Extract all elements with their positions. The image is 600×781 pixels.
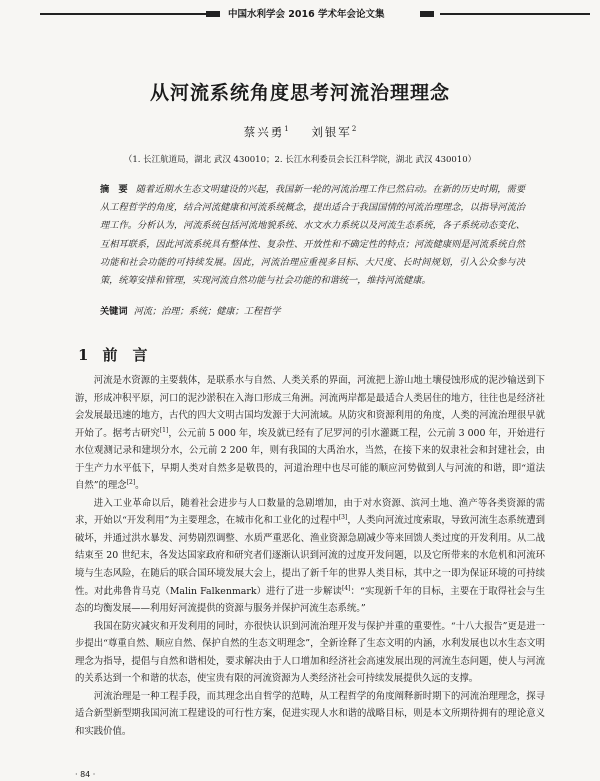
header-rule-left <box>40 13 220 15</box>
header-block-right <box>420 11 434 17</box>
paragraph <box>75 372 545 495</box>
author-affil-mark: 1 <box>284 125 289 134</box>
paper-title: 从河流系统角度思考河流治理理念 <box>149 82 450 104</box>
paragraph-text: ，公元前 5 000 年，埃及就已经有了尼罗河的引水灌溉工程，公元前 3 000 年，开始进行水位观测记录和建坝分水，公元前 2 200 年，则有我国的大禹治水，当然，在接下来的奴隶社会和封建社会，由于生产力水平低下，早期人类对自然多是敬畏的，河道治理中也尽可能的顺应河势做到人与河流的和谐，即“道法自然”的理念 <box>75 427 545 492</box>
paragraph-text: 我国在防灾减灾和开发利用的同时，亦很快认识到河流治理开发与保护并重的重要性。“十八大报告”更是进一步提出“尊重自然、顺应自然、保护自然的生态文明理念”，全新诠释了生态文明的内涵，水利发展也以水生态文明理念为指导，提倡与自然和谐相处，要求解决由于人口增加和经济社会高速发展出现的河流生态问题，使人与河流的关系达到一个和谐的状态，使宝贵有限的河流资源为人类经济社会可持续发展提供久远的支撑。 <box>75 620 545 685</box>
citation: [3] <box>338 514 348 522</box>
paragraph-text: ，人类向河流过度索取，导致河流生态系统遭到破坏，并通过洪水暴发、河势剧烈调整、水质严重恶化、渔业资源急剧减少等来回馈人类过度的开发利用。从二战结束至 20 世纪末，各发达国家政府和研究者们逐渐认识到河流的过度开发问题，以及它所带来的水危机和河流环境与生态风险，在随后的联合国环境发展大会上，提出了新千年的世界人类目标，其中之一即为保证环境的可持续性。对此弗鲁肯马克（Malin Falkenmark）进行了进一步解读 <box>75 515 545 597</box>
section-number: 1 <box>78 346 89 364</box>
paragraph-text: 河流治理是一种工程手段，而其理念出自哲学的范畴，从工程哲学的角度阐释新时期下的河流治理理念，探寻适合新型新型期我国河流工程建设的可行性方案，促进实现人水和谐的战略目标，则是本文所期待拥有的理论意义和实践价值。 <box>75 690 545 737</box>
paragraph-text: ：“实现新千年的目标，主要在于取得社会与生态的均衡发展——利用好河流提供的资源与服务并保护河流生态系统。” <box>75 585 545 615</box>
paragraph <box>75 688 545 741</box>
citation: [4] <box>341 584 351 592</box>
paragraph <box>75 495 545 618</box>
citation: [2] <box>126 479 136 487</box>
affiliations: （1. 长江航道局，湖北 武汉 430010；2. 长江水利委员会长江科学院，湖北 武汉 430010） <box>123 155 477 165</box>
running-header <box>0 6 600 20</box>
running-header-text: 中国水利学会 2016 学术年会论文集 <box>228 9 385 20</box>
citation: [1] <box>159 426 169 434</box>
author-name: 刘银军 <box>311 125 352 139</box>
abstract-label: 摘 要 <box>100 184 128 195</box>
body-text <box>75 372 545 740</box>
page-number: · 84 · <box>75 770 96 779</box>
section-title: 前 言 <box>102 346 148 364</box>
author-name: 蔡兴勇 <box>243 125 285 139</box>
paragraph-text: 。 <box>135 480 145 492</box>
paragraph-text: 进入工业革命以后，随着社会进步与人口数量的急剧增加，由于对水资源、滨河土地、渔产等各类资源的需求，开始以“开发利用”为主要理念，在城市化和工业化的过程中 <box>75 497 545 527</box>
author-list <box>0 124 600 140</box>
header-block-left <box>206 11 220 17</box>
section-heading <box>78 344 147 365</box>
keywords <box>100 305 525 319</box>
paragraph <box>75 618 545 688</box>
abstract <box>100 181 525 290</box>
abstract-text: 随着近期水生态文明建设的兴起，我国新一轮的河流治理工作已然启动。在新的历史时期，需要从工程哲学的角度，结合河流健康和河流系统概念，提出适合于我国国情的河流治理理念，以指导河流治理工作。分析认为，河流系统包括河流地貌系统、水文水力系统以及河流生态系统，各子系统动态变化、互相耳联系，因此河流系统具有整体性、复杂性、开放性和不确定性的特点；河流健康则是河流系统自然功能和社会功能的可持续发展。因此，河流治理应重视多目标、大尺度、长时间规划，引入公众参与决策，统筹安排和管理，实现河流自然功能与社会功能的和谐统一，维持河流健康。 <box>100 184 526 287</box>
keywords-text: 河流；治理；系统；健康；工程哲学 <box>133 306 281 317</box>
paragraph-text: 河流是水资源的主要载体，是联系水与自然、人类关系的界面，河流把上游山地土壤侵蚀形成的泥沙输送到下游，形成冲积平原，河口的泥沙淤积在入海口形成三角洲。河流两岸都是最适合人类居住的地方，往往也是经济社会发展最迅速的地方，古代的四大文明古国均发源于大河流域。从防灾和资源利用的角度，人类的河流治理很早就开始了。据考古研究 <box>75 375 545 439</box>
keywords-label: 关键词 <box>100 306 128 317</box>
author-affil-mark: 2 <box>351 125 357 134</box>
header-rule-right <box>440 13 590 15</box>
